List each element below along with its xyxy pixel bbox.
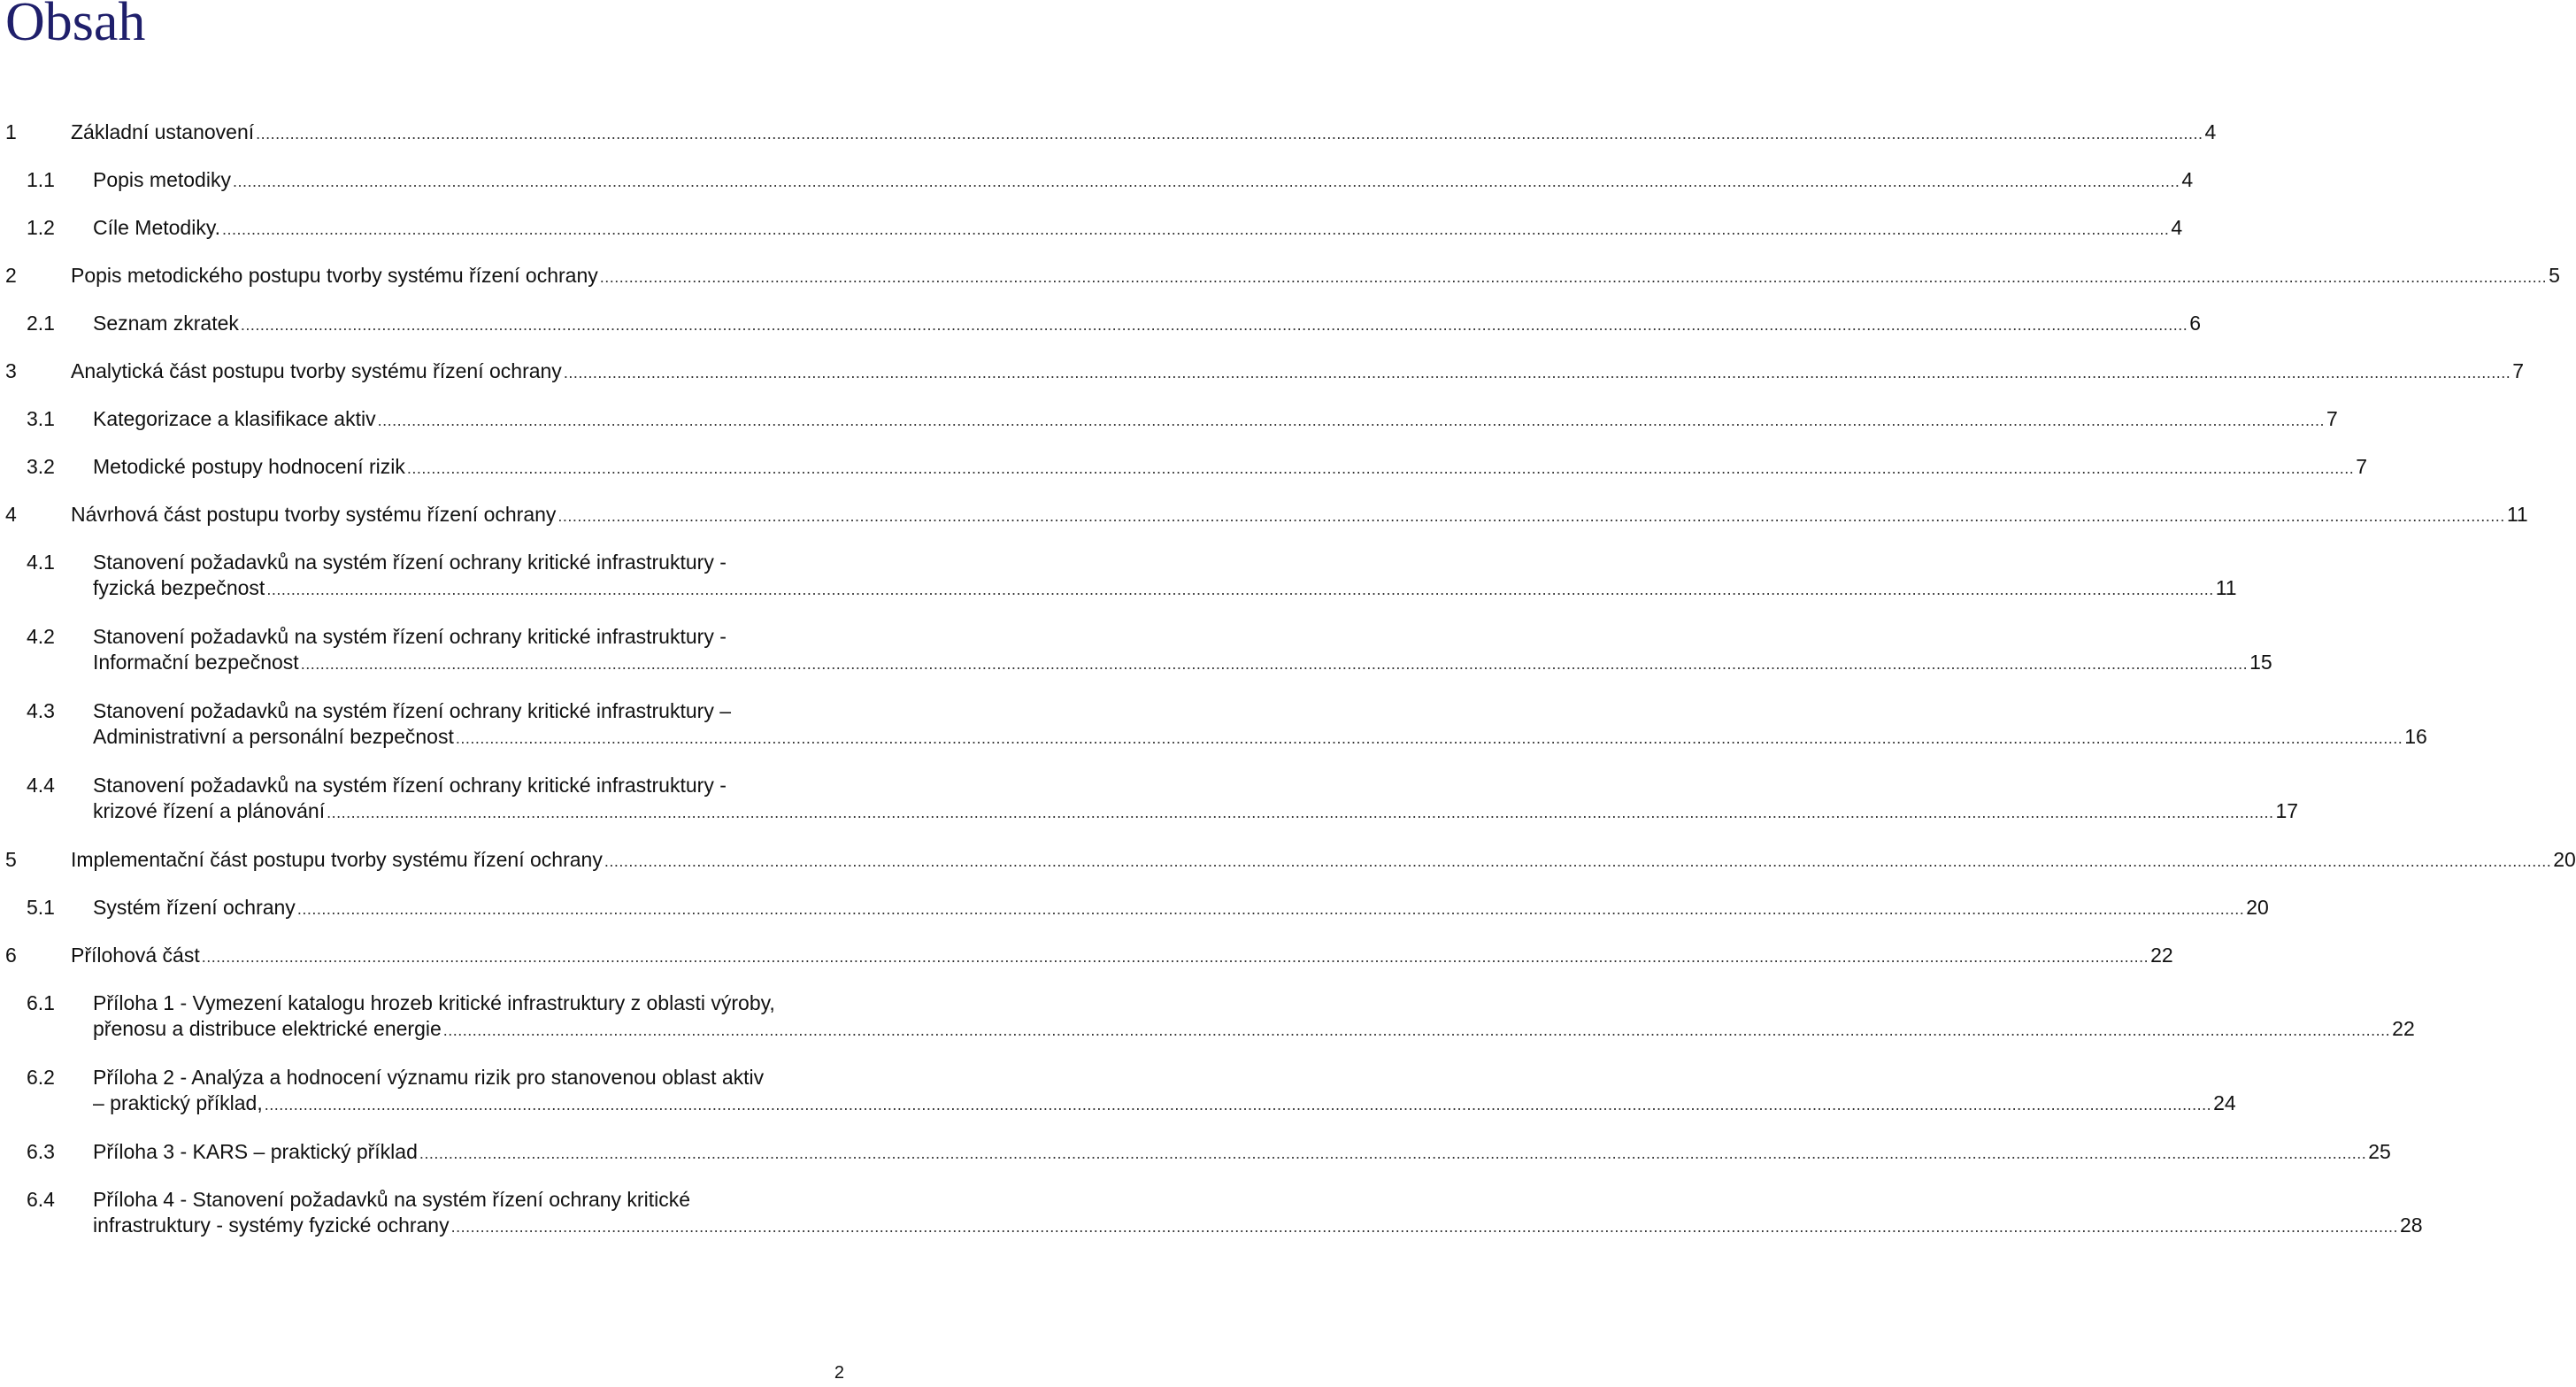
toc-entry-page-number: 25 — [2368, 1140, 2391, 1163]
toc-entry-last-line — [71, 502, 2528, 529]
toc-entry-page-number: 15 — [2249, 651, 2272, 674]
toc-entry-page-number: 20 — [2553, 848, 2576, 871]
dot-leader: ................................................................................................................................................................................................................................................................................................................................................................................................................ — [201, 948, 2149, 966]
toc-entry[interactable] — [0, 943, 2173, 968]
toc-entry[interactable] — [0, 624, 2272, 675]
toc-entry-title-line: Administrativní a personální bezpečnost — [93, 725, 454, 748]
toc-entry-title-line: Metodické postupy hodnocení rizik — [93, 455, 405, 478]
toc-entry-number: 4.1 — [27, 551, 55, 574]
toc-entry[interactable] — [0, 847, 2576, 873]
toc-entry[interactable] — [0, 773, 2299, 824]
dot-leader: ................................................................................................................................................................................................................................................................................................................................................................................................................ — [296, 900, 2245, 918]
dot-leader: ................................................................................................................................................................................................................................................................................................................................................................................................................ — [406, 459, 2355, 477]
toc-entry-title-line: Stanovení požadavků na systém řízení ochrany kritické infrastruktury - — [93, 774, 727, 797]
dot-leader: ................................................................................................................................................................................................................................................................................................................................................................................................................ — [256, 125, 2203, 143]
toc-entry-last-line — [71, 358, 2524, 386]
toc-entry-number: 6.3 — [27, 1140, 55, 1163]
toc-entry-page-number: 4 — [2171, 216, 2183, 239]
toc-entry-number: 6 — [5, 944, 17, 967]
toc-entry[interactable] — [0, 406, 2338, 432]
toc-entry-number: 4.2 — [27, 625, 55, 648]
toc-entry-title-line: Stanovení požadavků na systém řízení ochrany kritické infrastruktury - — [93, 551, 727, 574]
dot-leader: ................................................................................................................................................................................................................................................................................................................................................................................................................ — [264, 1096, 2212, 1113]
dot-leader: ................................................................................................................................................................................................................................................................................................................................................................................................................ — [455, 729, 2403, 747]
toc-entry-last-line — [93, 215, 2183, 243]
toc-entry-page-number: 4 — [2181, 168, 2194, 191]
toc-entry-title-line: Cíle Metodiky. — [93, 216, 221, 239]
toc-entry-title-line: Návrhová část postupu tvorby systému řízení ochrany — [71, 503, 557, 526]
toc-entry[interactable] — [0, 167, 2194, 193]
toc-entry-number: 1.1 — [27, 168, 55, 191]
toc-entry-number: 5 — [5, 848, 17, 871]
dot-leader: ................................................................................................................................................................................................................................................................................................................................................................................................................ — [240, 316, 2188, 334]
toc-entry-last-line — [71, 847, 2576, 875]
toc-entry[interactable] — [0, 358, 2524, 384]
toc-entry-page-number: 22 — [2150, 944, 2173, 967]
toc-entry-number: 3 — [5, 359, 17, 382]
dot-leader: ................................................................................................................................................................................................................................................................................................................................................................................................................ — [557, 507, 2505, 525]
toc-entry-last-line — [93, 167, 2194, 195]
toc-entry-title-line: Příloha 1 - Vymezení katalogu hrozeb kritické infrastruktury z oblasti výroby, — [93, 991, 775, 1014]
toc-entry-page-number: 5 — [2549, 264, 2560, 287]
toc-entry-title-line: Kategorizace a klasifikace aktiv — [93, 407, 376, 430]
toc-entry-page-number: 22 — [2392, 1017, 2415, 1040]
dot-leader: ................................................................................................................................................................................................................................................................................................................................................................................................................ — [604, 852, 2552, 870]
toc-entry-title-line: Přílohová část — [71, 944, 200, 967]
dot-leader: ................................................................................................................................................................................................................................................................................................................................................................................................................ — [232, 173, 2180, 190]
toc-entry-title-line: Příloha 3 - KARS – praktický příklad — [93, 1140, 418, 1163]
toc-entry-number: 4 — [5, 503, 17, 526]
toc-entry-last-line — [71, 943, 2173, 970]
toc-entry[interactable] — [0, 1065, 2236, 1116]
toc-entry-last-line — [93, 575, 2237, 603]
toc-entry-title-line: Implementační část postupu tvorby systému řízení ochrany — [71, 848, 603, 871]
dot-leader: ................................................................................................................................................................................................................................................................................................................................................................................................................ — [222, 220, 2170, 238]
toc-entry-number: 3.2 — [27, 455, 55, 478]
toc-entry-page-number: 28 — [2400, 1214, 2423, 1237]
toc-entry[interactable] — [0, 119, 2217, 145]
dot-leader: ................................................................................................................................................................................................................................................................................................................................................................................................................ — [300, 655, 2249, 673]
toc-entry-page-number: 7 — [2326, 407, 2338, 430]
dot-leader: ................................................................................................................................................................................................................................................................................................................................................................................................................ — [327, 804, 2274, 821]
dot-leader: ................................................................................................................................................................................................................................................................................................................................................................................................................ — [377, 412, 2325, 429]
toc-entry-number: 1 — [5, 120, 17, 143]
toc-entry[interactable] — [0, 263, 2560, 289]
toc-entry-number: 2.1 — [27, 312, 55, 335]
toc-entry-page-number: 7 — [2512, 359, 2524, 382]
toc-entry-title-line: Stanovení požadavků na systém řízení ochrany kritické infrastruktury - — [93, 625, 727, 648]
toc-entry-title-line: Popis metodického postupu tvorby systému řízení ochrany — [71, 264, 598, 287]
toc-entry-number: 5.1 — [27, 896, 55, 919]
toc-entry-last-line — [71, 263, 2560, 290]
toc-entry[interactable] — [0, 1139, 2391, 1165]
toc-entry-last-line — [93, 798, 2299, 826]
toc-entry-page-number: 11 — [2506, 503, 2528, 526]
toc-entry-title-line: Popis metodiky — [93, 168, 231, 191]
toc-entry-last-line — [93, 724, 2427, 751]
toc-entry-title-line: – praktický příklad, — [93, 1091, 263, 1114]
toc-entry-number: 1.2 — [27, 216, 55, 239]
toc-entry-last-line — [93, 1090, 2236, 1118]
toc-entry-page-number: 17 — [2275, 799, 2299, 822]
toc-entry-page-number: 4 — [2204, 120, 2217, 143]
toc-entry-last-line — [93, 895, 2269, 922]
toc-entry-number: 6.1 — [27, 991, 55, 1014]
toc-entry-last-line — [93, 1016, 2415, 1044]
toc-entry-title-line: přenosu a distribuce elektrické energie — [93, 1017, 442, 1040]
page-number: 2 — [834, 1363, 844, 1383]
toc-entry-last-line — [93, 1139, 2391, 1167]
toc-entry-title-line: infrastruktury - systémy fyzické ochrany — [93, 1214, 450, 1237]
toc-entry-number: 4.3 — [27, 699, 55, 722]
toc-entry-title-line: krizové řízení a plánování — [93, 799, 326, 822]
toc-entry-page-number: 7 — [2356, 455, 2368, 478]
toc-entry-page-number: 24 — [2213, 1091, 2236, 1114]
toc-entry-last-line — [93, 650, 2272, 677]
toc-entry[interactable] — [0, 502, 2528, 528]
dot-leader: ................................................................................................................................................................................................................................................................................................................................................................................................................ — [442, 1021, 2391, 1039]
toc-entry[interactable] — [0, 215, 2183, 241]
toc-entry-title-line: Příloha 2 - Analýza a hodnocení významu rizik pro stanovenou oblast aktiv — [93, 1066, 765, 1089]
toc-entry[interactable] — [0, 895, 2269, 921]
dot-leader: ................................................................................................................................................................................................................................................................................................................................................................................................................ — [266, 581, 2214, 598]
toc-entry[interactable] — [0, 454, 2368, 480]
dot-leader: ................................................................................................................................................................................................................................................................................................................................................................................................................ — [450, 1218, 2398, 1236]
toc-entry-page-number: 6 — [2189, 312, 2202, 335]
toc-entry[interactable] — [0, 311, 2202, 336]
toc-entry-title-line: Příloha 4 - Stanovení požadavků na systém řízení ochrany kritické — [93, 1188, 690, 1211]
toc-entry-number: 6.2 — [27, 1066, 55, 1089]
toc-entry-last-line — [93, 1213, 2423, 1240]
toc-entry[interactable] — [0, 698, 2427, 750]
toc-entry-page-number: 16 — [2404, 725, 2427, 748]
toc-entry[interactable] — [0, 990, 2415, 1042]
toc-entry-last-line — [71, 119, 2217, 147]
toc-entry[interactable] — [0, 1187, 2423, 1238]
toc-entry-title-line: Základní ustanovení — [71, 120, 255, 143]
toc-entry-number: 4.4 — [27, 774, 55, 797]
page-title: Obsah — [5, 0, 146, 52]
toc-entry-last-line — [93, 406, 2338, 434]
toc-entry-last-line — [93, 454, 2368, 482]
toc-entry-number: 6.4 — [27, 1188, 55, 1211]
toc-entry-title-line: Seznam zkratek — [93, 312, 239, 335]
toc-entry-title-line: fyzická bezpečnost — [93, 576, 265, 599]
toc-entry-number: 2 — [5, 264, 17, 287]
toc-entry-last-line — [93, 311, 2202, 338]
toc-entry[interactable] — [0, 550, 2237, 601]
toc-entry-title-line: Systém řízení ochrany — [93, 896, 296, 919]
toc-entry-page-number: 20 — [2246, 896, 2269, 919]
toc-entry-title-line: Analytická část postupu tvorby systému řízení ochrany — [71, 359, 562, 382]
dot-leader: ................................................................................................................................................................................................................................................................................................................................................................................................................ — [563, 364, 2511, 381]
toc-entry-title-line: Informační bezpečnost — [93, 651, 299, 674]
toc-entry-page-number: 11 — [2215, 576, 2237, 599]
toc-entry-number: 3.1 — [27, 407, 55, 430]
dot-leader: ................................................................................................................................................................................................................................................................................................................................................................................................................ — [419, 1144, 2367, 1162]
toc-entry-title-line: Stanovení požadavků na systém řízení ochrany kritické infrastruktury – — [93, 699, 731, 722]
dot-leader: ................................................................................................................................................................................................................................................................................................................................................................................................................ — [599, 268, 2548, 286]
